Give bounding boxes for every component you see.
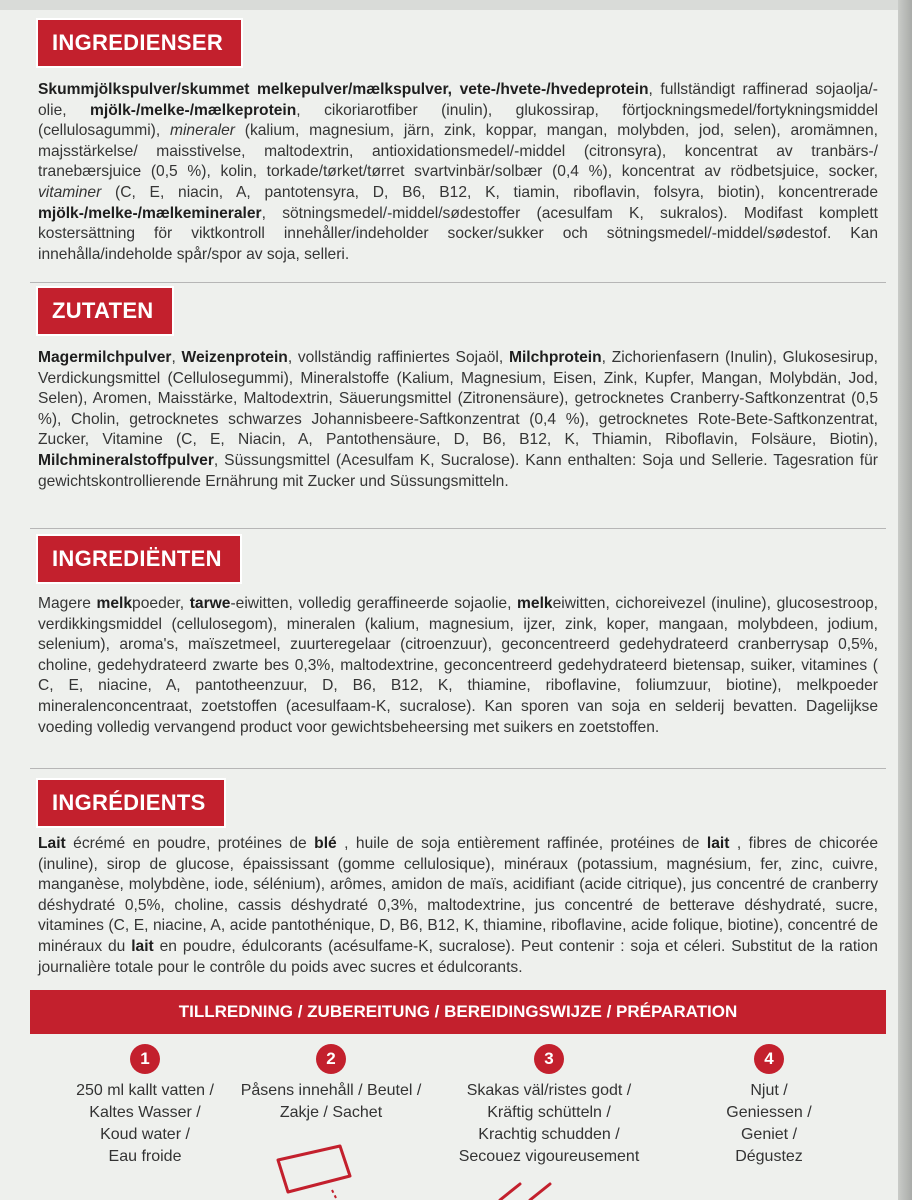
step-line: Njut / xyxy=(750,1082,788,1099)
section-header-ingredienser: INGREDIENSER xyxy=(38,20,241,66)
ingredient-text: , fullständigt raffinerad sojaolja/-olie, xyxy=(38,81,878,119)
section-header-zutaten: ZUTATEN xyxy=(38,288,172,334)
ingredient-text: vitaminer xyxy=(38,183,102,201)
step-line: Påsens innehåll / Beutel / xyxy=(240,1082,422,1099)
allergen-text: melk xyxy=(517,595,553,612)
ingredient-text: , huile de soja entièrement raffinée, protéines de xyxy=(336,835,707,852)
top-edge xyxy=(0,0,912,10)
ingredient-text: écrémé en poudre, protéines de xyxy=(65,835,315,852)
step-line: Geniessen / xyxy=(726,1104,812,1121)
step-line: 250 ml kallt vatten / xyxy=(76,1082,214,1099)
prep-step-2 xyxy=(226,1044,436,1124)
ingredient-text xyxy=(452,81,460,98)
sachet-icon xyxy=(270,1140,360,1200)
ingredient-text: (C, E, niacin, A, pantotensyra, D, B6, B12, K, tiamin, riboflavin, folsyra, biotin), koncentrerade xyxy=(101,183,878,201)
ingredient-text: mineraler xyxy=(169,122,235,140)
section-header-ingredients: INGRÉDIENTS xyxy=(38,780,224,826)
step-line: Dégustez xyxy=(735,1148,803,1165)
step-number: 3 xyxy=(534,1044,564,1074)
ingredient-text: , Zichorienfasern (Inulin), Glukosesirup, Verdickungsmittel (Cellulosegummi), Mineralstoffe (Kalium, Magnesium, Eisen, Zink, Kupfer, Mangan, Molybdän, Jod, Selen), Aromen, Maisstärke, Maltodextrin, Säuerungsmittel (Zitronensäure), getrocknetes Cranberry-Saftkonzentrat (0,5 %), Cholin, getrocknetes schwarzes Johannisbeere-Saftkonzentrat (0,4 %), getrocknetes Rote-Bete-Saftkonzentrat, Zucker, Vitamine (C, E, Niacin, A, Pantothensäure, D, B6, B12, K, Thiamin, Riboflavin, Folsäure, Biotin), xyxy=(38,349,879,449)
prep-step-3 xyxy=(444,1044,654,1168)
step-line: Zakje / Sachet xyxy=(279,1104,383,1121)
ingredient-text: (kalium, magnesium, järn, zink, koppar, mangan, molybden, jod, selen), aromämnen, majsstärkelse/ maisstivelse, maltodextrin, antioxidationsmedel/-middel (citronsyra), koncentrat av tranbärs-/ tranebærsjuice (0,5 %), kolin, torkade/tørket/tørret svartvinbär/solbær (0,4 %), koncentrat av rödbetsjuice, socker, xyxy=(38,122,878,181)
allergen-text: Weizenprotein xyxy=(181,349,288,366)
ingredient-text: en poudre, édulcorants (acésulfame-K, sucralose). Peut contenir : soja et céleri. Substitut de la ration journalière totale pour le contrôle du poids avec sucres et édulcorants. xyxy=(38,937,878,976)
section-text-ingredienser xyxy=(38,80,878,265)
step-number: 2 xyxy=(316,1044,346,1074)
ingredient-text: -eiwitten, volledig geraffineerde sojaolie, xyxy=(230,595,518,612)
ingredient-text: , Süssungsmittel (Acesulfam K, Sucralose). Kann enthalten: Soja und Sellerie. Tagesration für gewichtskontrollierende Ernährung mit Zucker und Süssungsmitteln. xyxy=(38,451,878,490)
allergen-text: mjölk-/melke-/mælkeprotein xyxy=(90,101,297,119)
ingredient-text: eiwitten, cichoreivezel (inuline), glucosestroop, verdikkingsmiddel (cellulosegom), mineralen (kalium, magnesium, ijzer, zink, koper, mangaan, molybdeen, jodium, selenium), aroma's, maïszetmeel, zuurteregelaar (citroenzuur), geconcentreerd gedehydrateerd cranberrysap 0,5%, choline, gedehydrateerd zwarte bes 0,3%, maltodextrine, geconcentreerd gedehydrateerd bietensap, suiker, vitamines ( C, E, niacine, A, pantotheenzuur, D, B6, B12, K, thiamine, riboflavine, foliumzuur, biotine), melkpoeder mineralenconcentraat, zoetstoffen (acesulfaam-K, sucralose). Kan sporen van soja en selderij bevatten. Dagelijkse voeding volledig vervangend product voor gewichtsbeheersing met suikers en zoetstoffen. xyxy=(38,595,878,736)
ingredient-text: poeder, xyxy=(132,595,190,612)
step-line: Koud water / xyxy=(100,1126,190,1143)
step-line: Kaltes Wasser / xyxy=(89,1104,201,1121)
allergen-text: Magermilchpulver xyxy=(38,349,172,366)
step-line: Kräftig schütteln / xyxy=(487,1104,611,1121)
divider xyxy=(30,528,886,529)
step-line: Skakas väl/ristes godt / xyxy=(466,1082,632,1099)
preparation-title: TILLREDNING / ZUBEREITUNG / BEREIDINGSWIJZE / PRÉPARATION xyxy=(30,990,886,1034)
ingredient-text: , sötningsmedel/-middel/sødestoffer (acesulfam K, sukralos). Modifast komplett kostersättning för viktkontroll innehåller/indeholder socker/sukker och sötningsmedel/-middel/sødestof. Kan innehålla/indeholde spår/spor av soja, selleri. xyxy=(38,204,878,263)
shaker-icon xyxy=(490,1180,570,1200)
section-text-ingredienten xyxy=(38,594,878,738)
prep-step-1 xyxy=(40,1044,250,1168)
allergen-text: Milchprotein xyxy=(508,349,602,366)
ingredient-text: , cikoriarotfiber (inulin), glukossirap, förtjockningsmedel/fortykningsmiddel (cellulosagummi), xyxy=(38,101,878,140)
allergen-text: vete-/hvete-/hvedeprotein xyxy=(459,81,649,98)
allergen-text: melk xyxy=(96,595,133,612)
allergen-text: Skummjölkspulver/skummet melkepulver/mælkspulver, xyxy=(38,81,453,98)
prep-step-4 xyxy=(664,1044,874,1168)
step-number: 1 xyxy=(130,1044,160,1074)
allergen-text: Milchmineralstoffpulver xyxy=(38,451,214,469)
ingredient-text: Magere xyxy=(38,595,97,612)
divider xyxy=(30,282,886,283)
allergen-text: tarwe xyxy=(189,595,231,612)
allergen-text: blé xyxy=(314,835,337,852)
step-line: Eau froide xyxy=(108,1148,182,1165)
step-line: Geniet / xyxy=(740,1126,798,1143)
allergen-text: lait xyxy=(706,835,730,852)
ingredient-text: , vollständig raffiniertes Sojaöl, xyxy=(287,349,509,366)
right-edge xyxy=(898,0,912,1200)
allergen-text: Lait xyxy=(38,835,66,852)
allergen-text: lait xyxy=(131,937,154,955)
allergen-text: mjölk-/melke-/mælkemineraler xyxy=(38,204,262,222)
section-text-ingredients xyxy=(38,834,878,978)
divider xyxy=(30,768,886,769)
ingredient-text: , xyxy=(171,349,182,366)
section-header-ingredienten: INGREDIËNTEN xyxy=(38,536,240,582)
step-line: Secouez vigoureusement xyxy=(458,1148,640,1165)
step-number: 4 xyxy=(754,1044,784,1074)
ingredient-text: , fibres de chicorée (inuline), sirop de glucose, épaississant (gomme cellulosique), minéraux (potassium, magnésium, fer, zinc, cuivre, manganèse, molybdène, iode, sélénium), arômes, amidon de maïs, acidifiant (acide citrique), jus concentré de cranberry déshydraté 0,5%, choline, cassis déshydraté 0,3%, maltodextrine, jus concentré de betterave déshydraté, sucre, vitamines (C, E, niacine, A, acide pantothénique, D, B6, B12, K, thiamine, riboflavine, acide folique, biotine), concentré de minéraux du xyxy=(38,835,878,955)
section-text-zutaten xyxy=(38,348,878,492)
step-line: Krachtig schudden / xyxy=(478,1126,620,1143)
